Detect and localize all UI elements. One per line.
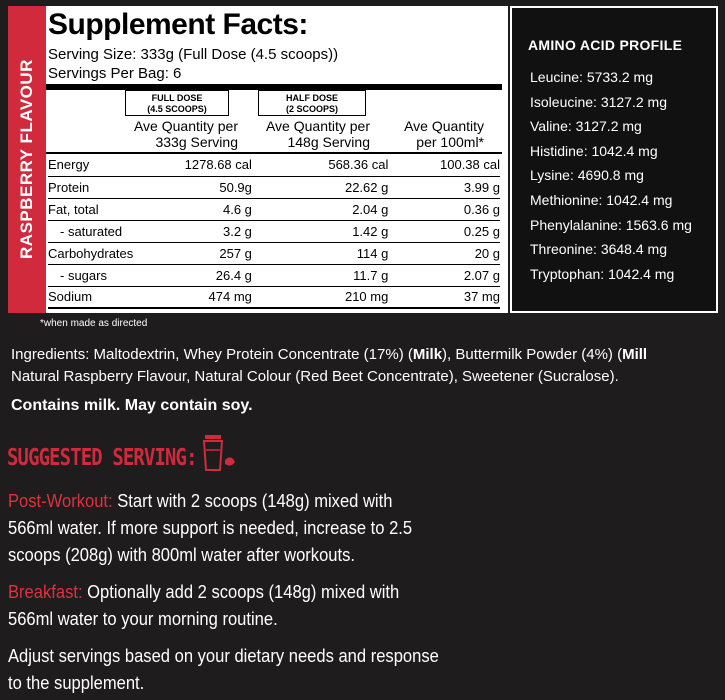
value-100ml: 20 g [388, 242, 500, 264]
value-full: 26.4 g [136, 264, 252, 286]
value-full: 4.6 g [136, 198, 252, 220]
value-full: 50.9g [136, 176, 252, 198]
post-workout-text: Start with 2 scoops (148g) mixed with 566ml water. If more support is needed, increase to 2.5 scoops (208g) with 800ml water after workouts. [8, 491, 413, 565]
breakfast-label: Breakfast: [8, 582, 83, 602]
list-item: Phenylalanine: 1563.6 mg [530, 216, 692, 233]
full-dose-label: FULL DOSE [151, 93, 203, 103]
post-workout-paragraph [8, 488, 440, 569]
allergen-milk: Milk [412, 346, 443, 363]
nutrition-table [48, 154, 500, 309]
value-half: 210 mg [252, 286, 388, 308]
allergen-milk-cut: Mill [622, 346, 648, 363]
value-100ml: 0.25 g [388, 220, 500, 242]
value-full: 3.2 g [136, 220, 252, 242]
value-half: 114 g [252, 242, 388, 264]
value-half: 1.42 g [252, 220, 388, 242]
column-header-full [108, 118, 238, 150]
nutrient-name: Protein [48, 176, 136, 198]
column-header-half-line1: Ave Quantity per [265, 118, 370, 134]
breakfast-paragraph [8, 579, 440, 633]
column-header-full-line2: 333g Serving [155, 134, 238, 150]
nutrient-name: Sodium [48, 286, 136, 308]
list-item: Histidine: 1042.4 mg [530, 142, 658, 159]
supplement-facts-panel [8, 6, 508, 313]
suggested-serving-heading: SUGGESTED SERVING: [7, 445, 197, 471]
table-row [48, 198, 500, 220]
value-100ml: 2.07 g [388, 264, 500, 286]
value-100ml: 37 mg [388, 286, 500, 308]
nutrient-name: - saturated [48, 220, 136, 242]
nutrient-name: - sugars [48, 264, 136, 286]
amino-title: AMINO ACID PROFILE [528, 37, 683, 53]
value-100ml: 3.99 g [388, 176, 500, 198]
facts-title: Supplement Facts: [48, 8, 308, 41]
half-dose-label: HALF DOSE [285, 93, 338, 103]
shaker-bottle-icon [200, 432, 240, 472]
half-dose-scoops: (2 SCOOPS) [285, 104, 338, 114]
table-row [48, 242, 500, 264]
column-header-half [246, 118, 370, 150]
post-workout-label: Post-Workout: [8, 491, 113, 511]
list-item: Leucine: 5733.2 mg [530, 69, 653, 85]
value-half: 11.7 g [252, 264, 388, 286]
serving-info [48, 45, 338, 83]
table-row [48, 176, 500, 198]
ingredients-text [11, 344, 725, 388]
ingredients-text-part: ), Buttermilk Powder (4%) ( [442, 346, 623, 363]
value-100ml: 0.36 g [388, 198, 500, 220]
allergen-statement: Contains milk. May contain soy. [11, 397, 253, 414]
ingredients-line1 [11, 344, 725, 366]
column-header-100ml-line1: Ave Quantity [404, 118, 484, 134]
table-row [48, 220, 500, 242]
value-full: 257 g [136, 242, 252, 264]
table-row [48, 264, 500, 286]
nutrient-name: Fat, total [48, 198, 136, 220]
amino-list [530, 65, 692, 286]
column-header-100ml [378, 118, 484, 150]
full-dose-scoops: (4.5 SCOOPS) [147, 104, 207, 114]
full-dose-badge [125, 90, 229, 116]
column-header-full-line1: Ave Quantity per [133, 118, 238, 134]
list-item: Tryptophan: 1042.4 mg [530, 265, 675, 282]
nutrient-name: Energy [48, 154, 136, 176]
table-row [48, 286, 500, 308]
list-item: Valine: 3127.2 mg [530, 118, 642, 135]
amino-acid-panel [510, 6, 718, 313]
ingredients-line2: Natural Raspberry Flavour, Natural Colour (Red Beet Concentrate), Sweetener (Sucralose). [11, 368, 619, 385]
list-item: Isoleucine: 3127.2 mg [530, 93, 667, 110]
footnote: *when made as directed [40, 318, 148, 329]
value-half: 568.36 cal [252, 154, 388, 176]
column-header-half-line2: 148g Serving [287, 134, 370, 150]
breakfast-text: Optionally add 2 scoops (148g) mixed with 566ml water to your morning routine. [8, 582, 400, 629]
half-dose-badge [258, 90, 366, 116]
serving-size: Serving Size: 333g (Full Dose (4.5 scoops)) [48, 46, 339, 63]
value-full: 1278.68 cal [136, 154, 252, 176]
value-full: 474 mg [136, 286, 252, 308]
flavour-band [8, 6, 46, 313]
list-item: Methionine: 1042.4 mg [530, 191, 673, 208]
ingredients-text-part: Ingredients: Maltodextrin, Whey Protein Concentrate (17%) ( [11, 346, 413, 363]
column-header-100ml-line2: per 100ml* [416, 134, 484, 150]
servings-per-bag: Servings Per Bag: 6 [48, 65, 182, 82]
table-row [48, 154, 500, 176]
value-half: 2.04 g [252, 198, 388, 220]
list-item: Threonine: 3648.4 mg [530, 241, 667, 258]
flavour-label: RASPBERRY FLAVOUR [17, 59, 36, 259]
value-half: 22.62 g [252, 176, 388, 198]
list-item: Lysine: 4690.8 mg [530, 167, 644, 184]
adjust-paragraph: Adjust servings based on your dietary needs and response to the supplement. [8, 646, 439, 693]
nutrient-name: Carbohydrates [48, 242, 136, 264]
value-100ml: 100.38 cal [388, 154, 500, 176]
